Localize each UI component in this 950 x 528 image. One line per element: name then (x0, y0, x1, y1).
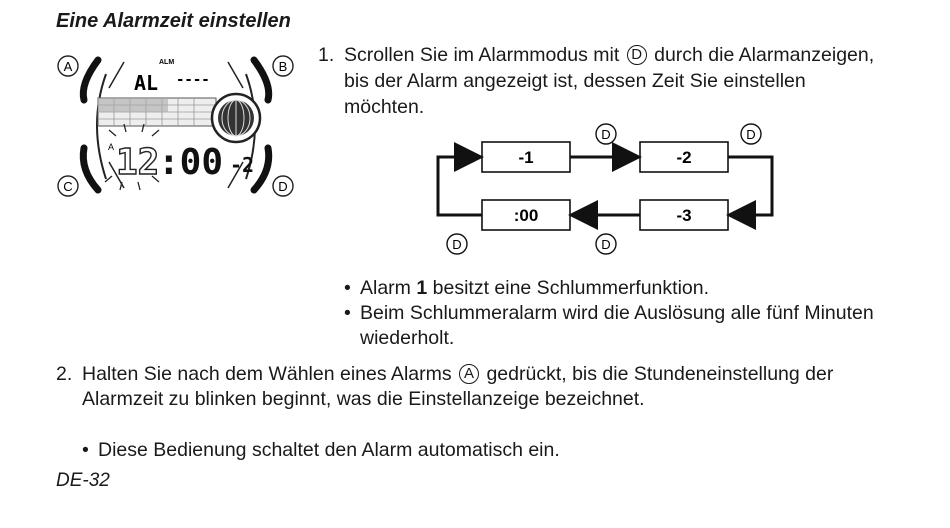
page-title: Eine Alarmzeit einstellen (56, 10, 291, 32)
flow-label-d-top-right (741, 124, 761, 144)
note-snooze-repeat: • Beim Schlummeralarm wird die Auslösung alle fünf Minuten wiederholt. (344, 302, 874, 349)
step-1-notes (344, 276, 904, 351)
alarm-number-indicator: -2 (230, 153, 255, 177)
svg-text:D: D (746, 127, 756, 142)
page-number: DE-32 (56, 470, 110, 491)
button-d-inline: D (627, 45, 647, 65)
flow-box-2 (640, 142, 728, 172)
button-a-label (58, 56, 78, 76)
svg-text:A: A (63, 59, 73, 74)
step-1-number: 1. (318, 44, 335, 66)
flow-label-d-bottom-left (447, 234, 467, 254)
time-readout: 12:00 (54, 44, 57, 45)
svg-text:C: C (63, 179, 73, 194)
flow-label-d-top-mid (596, 124, 616, 144)
svg-text:-2: -2 (676, 148, 692, 167)
step-1-text: Scrollen Sie im Alarmmodus mit D durch die Alarmanzeigen, bis der Alarm angezeigt ist, dessen Zeit Sie einstellen möchten. (344, 44, 875, 118)
button-c-label (58, 176, 78, 196)
hour-digits-blinking: 12 (116, 142, 160, 183)
step-2 (56, 362, 916, 412)
svg-text:-3: -3 (676, 206, 692, 225)
note-alarm-auto-on: • Diese Bedienung schaltet den Alarm automatisch ein. (82, 439, 560, 461)
alarm-cycle-diagram (420, 120, 790, 260)
svg-text::00: :00 (513, 206, 539, 225)
svg-text:D: D (278, 179, 288, 194)
button-a-inline: A (459, 364, 479, 384)
note-snooze-feature: • Alarm 1 besitzt eine Schlummerfunktion. (344, 277, 710, 299)
svg-text:D: D (601, 127, 611, 142)
flow-box-1 (482, 142, 570, 172)
am-indicator: A (108, 142, 115, 152)
flow-label-d-bottom-mid (596, 234, 616, 254)
svg-text::00: :00 (158, 142, 224, 183)
step-2-number: 2. (56, 363, 73, 385)
button-d-label (273, 176, 293, 196)
dash-segment: ---- (176, 72, 210, 88)
watch-illustration (54, 44, 304, 204)
svg-text:-1: -1 (518, 148, 534, 167)
button-b-label (273, 56, 293, 76)
mode-indicator: AL (134, 71, 159, 95)
alm-indicator: ALM (159, 59, 175, 66)
flow-box-4 (482, 200, 570, 230)
svg-text:D: D (601, 237, 611, 252)
step-2-text: Halten Sie nach dem Wählen eines Alarms A gedrückt, bis die Stundeneinstellung der Alarmzeit zu blinken beginnt, was die Einstellanzeige bezeichnet. (82, 363, 834, 410)
flow-box-3 (640, 200, 728, 230)
svg-text:B: B (278, 59, 288, 74)
svg-text:D: D (452, 237, 462, 252)
